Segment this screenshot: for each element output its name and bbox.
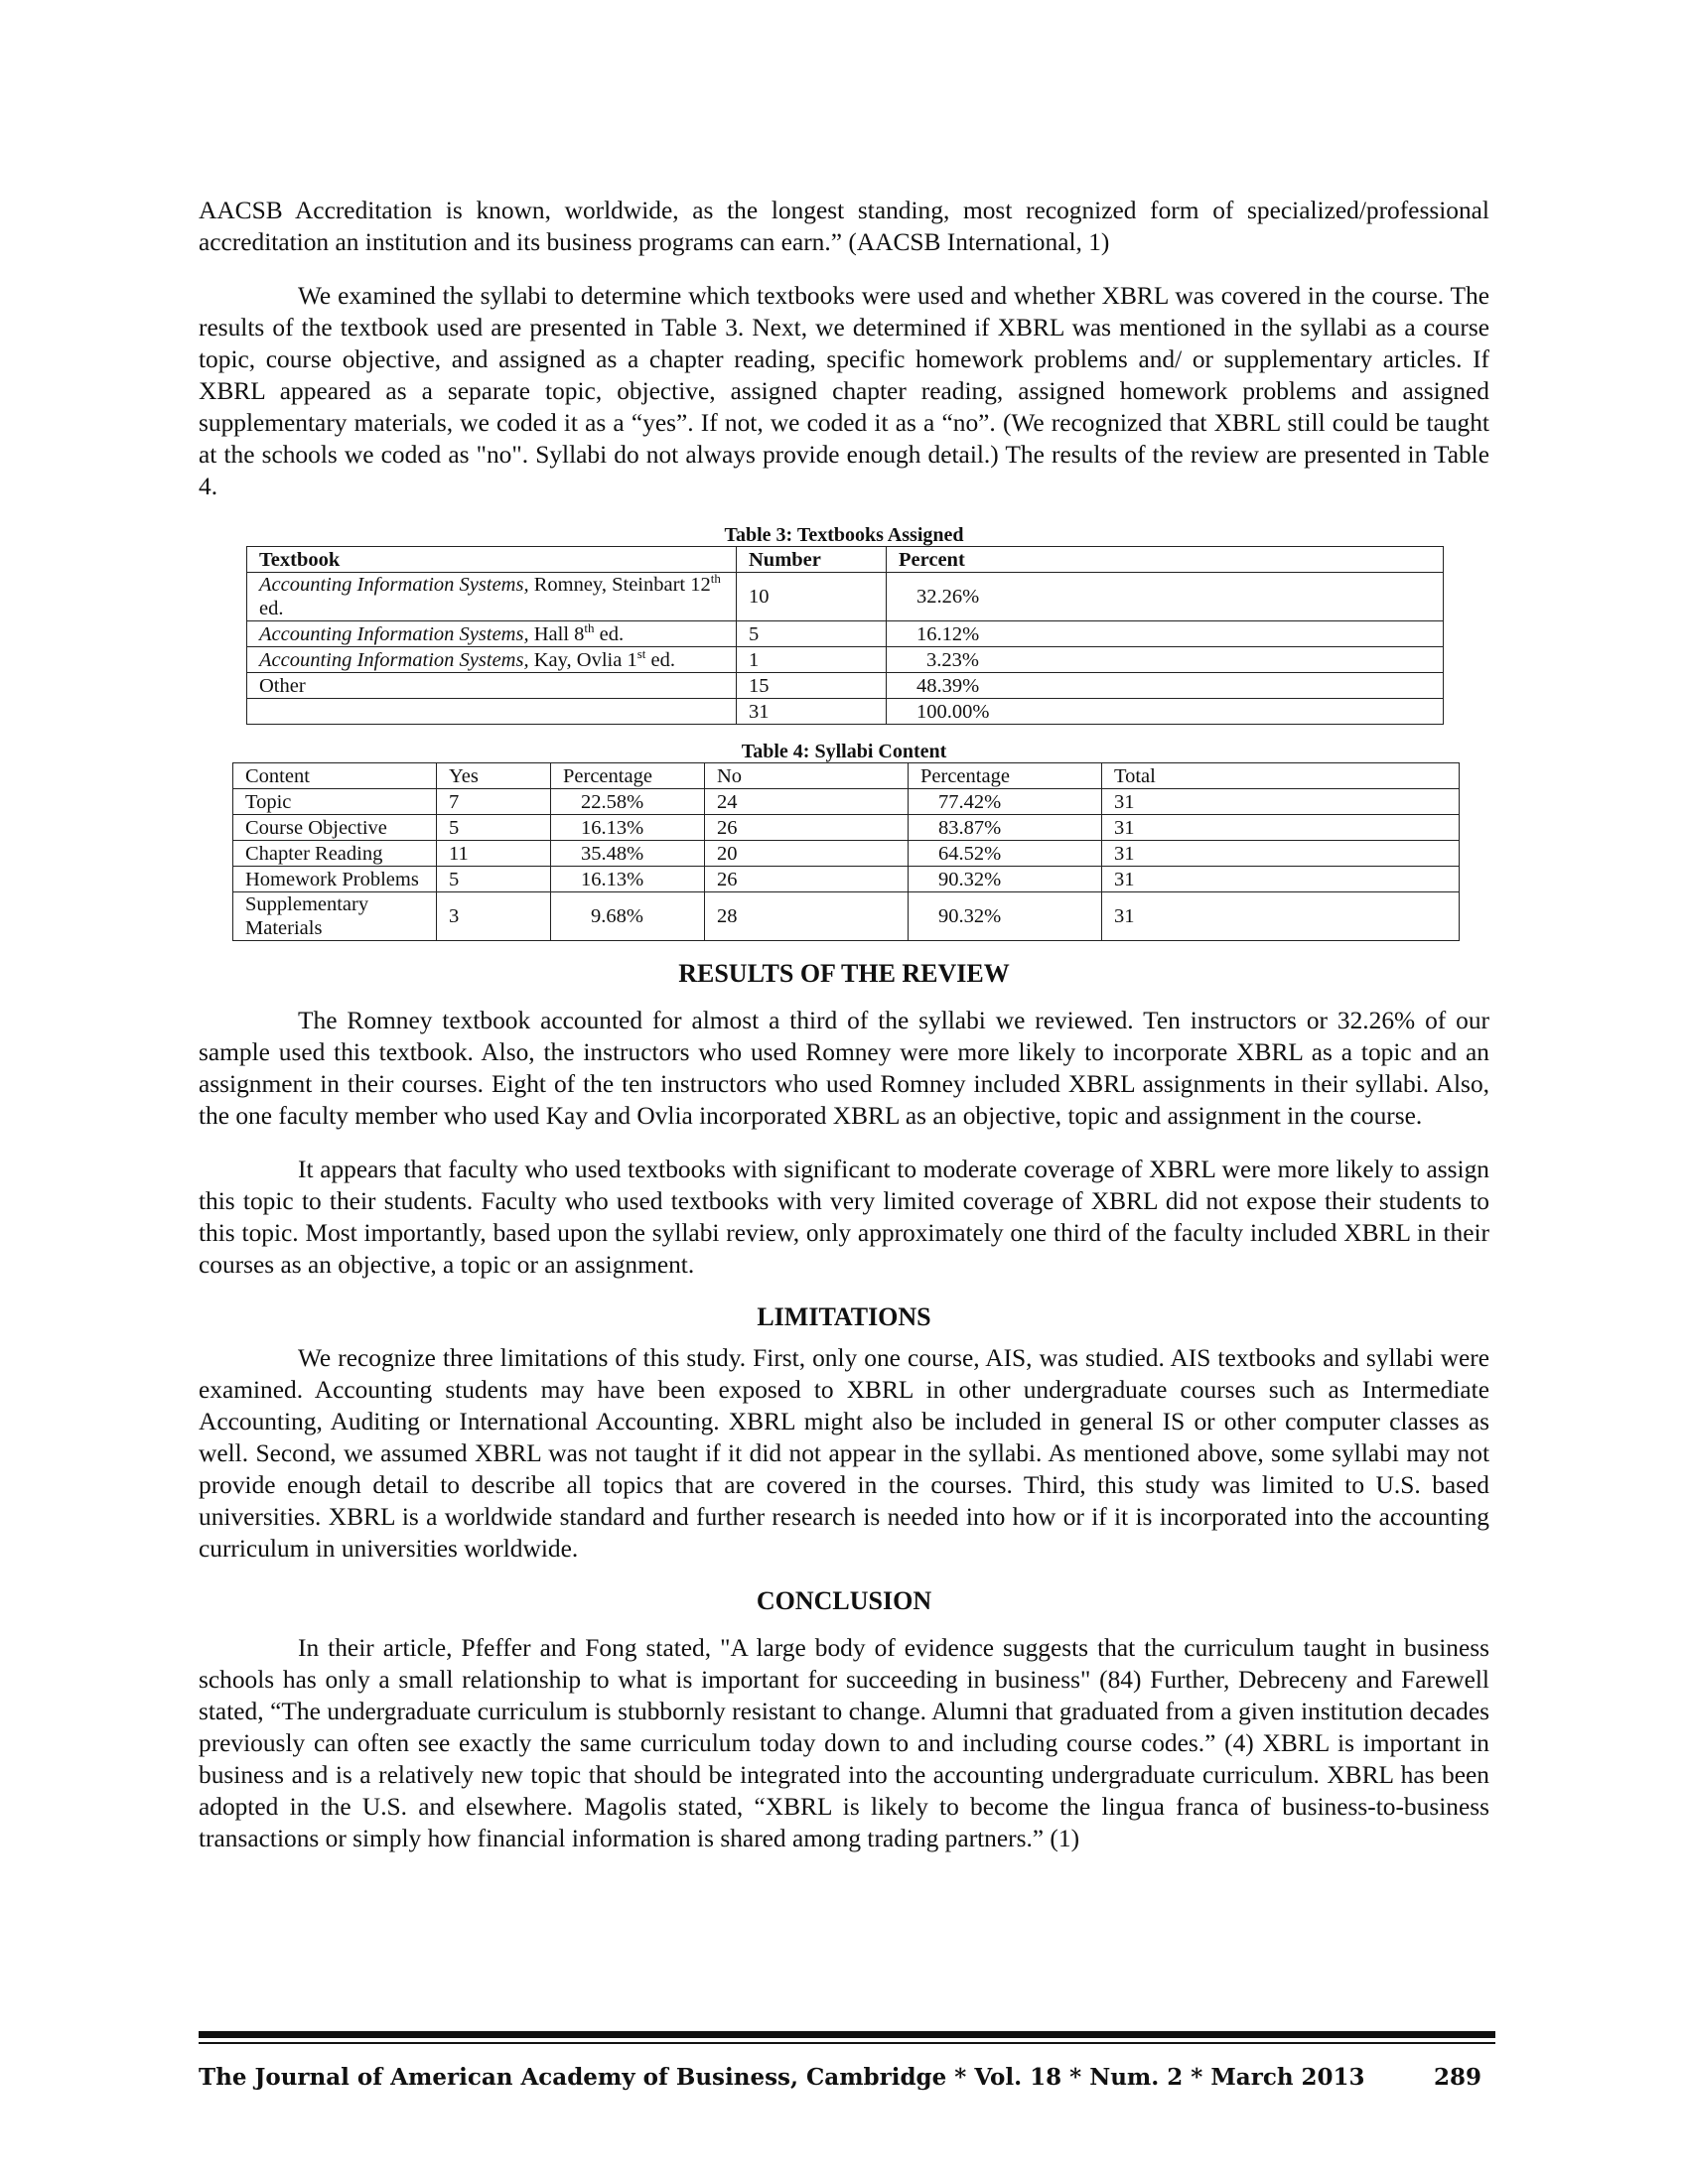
table-row — [233, 789, 1460, 815]
textbook-title: Accounting Information Systems, — [259, 648, 529, 671]
textbook-cell — [247, 647, 737, 673]
yes-percentage-cell: 16.13% — [551, 815, 705, 841]
page-number: 289 — [1433, 2064, 1481, 2091]
table-row — [247, 573, 1444, 621]
number-cell: 1 — [737, 647, 887, 673]
page-body — [199, 195, 1489, 1854]
no-percentage-cell: 90.32% — [909, 892, 1102, 941]
paragraph-results-2: It appears that faculty who used textbooks with significant to moderate coverage of XBRL were more likely to assign this topic to their students. Faculty who used textbooks with very limited coverage of XBRL did not expose their students to this topic. Most importantly, based upon the syllabi review, only approximately one third of the faculty included XBRL in their courses as an objective, a topic or an assignment. — [199, 1156, 1489, 1279]
paragraph-results-1: The Romney textbook accounted for almost a third of the syllabi we reviewed. Ten instructors or 32.26% of our sample used this textbook. Also, the instructors who used Romney were more likely to incorporate XBRL as a topic and an assignment in their courses. Eight of the ten instructors who used Romney included XBRL assignments in their syllabi. Also, the one faculty member who used Kay and Ovlia incorporated XBRL as an objective, topic and assignment in the course. — [199, 1007, 1489, 1130]
edition-label: ed. — [645, 648, 675, 671]
table-row — [233, 892, 1460, 941]
heading-results: RESULTS OF THE REVIEW — [678, 959, 1010, 988]
paragraph-limitations: We recognize three limitations of this study. First, only one course, AIS, was studied. AIS textbooks and syllabi were examined. Accounting students may have been exposed to XBRL in other undergraduate courses such as Intermediate Accounting, Auditing or International Accounting. XBRL might also be included in general IS or other computer classes as well. Second, we assumed XBRL was not taught if it did not appear in the syllabi. As mentioned above, some syllabi may not provide enough detail to describe all topics that are covered in the courses. Third, this study was limited to U.S. based universities. XBRL is a worldwide standard and further research is needed into how or if it is incorporated into the accounting curriculum in universities worldwide. — [199, 1344, 1489, 1563]
table-row — [233, 815, 1460, 841]
textbook-cell: Other — [247, 673, 737, 699]
no-cell: 24 — [705, 789, 909, 815]
yes-cell: 3 — [437, 892, 551, 941]
header-number: Number — [737, 547, 887, 573]
table4-caption: Table 4: Syllabi Content — [741, 741, 947, 762]
page-footer — [199, 2031, 1495, 2094]
content-cell: Chapter Reading — [233, 841, 437, 867]
total-cell: 31 — [1102, 815, 1460, 841]
table-header-row — [233, 763, 1460, 789]
heading-limitations: LIMITATIONS — [757, 1302, 931, 1331]
yes-cell: 5 — [437, 815, 551, 841]
percent-cell: 48.39% — [887, 673, 1444, 699]
total-cell: 31 — [1102, 789, 1460, 815]
percent-cell: 16.12% — [887, 621, 1444, 647]
header-yes: Yes — [437, 763, 551, 789]
textbook-author: Romney, Steinbart 12 — [528, 574, 711, 596]
content-cell: Supplementary Materials — [233, 892, 437, 941]
footer-rule-thin — [199, 2042, 1495, 2044]
table3-textbooks — [246, 546, 1444, 725]
yes-percentage-cell: 35.48% — [551, 841, 705, 867]
footer-rule-thick — [199, 2031, 1495, 2038]
header-no-percentage: Percentage — [909, 763, 1102, 789]
table-row — [247, 673, 1444, 699]
number-cell: 10 — [737, 573, 887, 621]
no-cell: 26 — [705, 815, 909, 841]
header-total: Total — [1102, 763, 1460, 789]
textbook-author: Kay, Ovlia 1 — [528, 648, 637, 671]
textbook-title: Accounting Information Systems, — [259, 574, 529, 596]
no-cell: 26 — [705, 867, 909, 892]
edition-suffix: th — [584, 619, 595, 635]
textbook-cell — [247, 621, 737, 647]
no-percentage-cell: 90.32% — [909, 867, 1102, 892]
yes-percentage-cell: 9.68% — [551, 892, 705, 941]
textbook-title: Accounting Information Systems, — [259, 622, 529, 645]
yes-percentage-cell: 22.58% — [551, 789, 705, 815]
no-percentage-cell: 77.42% — [909, 789, 1102, 815]
textbook-cell — [247, 699, 737, 725]
percent-cell: 100.00% — [887, 699, 1444, 725]
total-cell: 31 — [1102, 867, 1460, 892]
number-cell: 31 — [737, 699, 887, 725]
edition-suffix: st — [636, 645, 646, 661]
table3-caption: Table 3: Textbooks Assigned — [724, 524, 964, 546]
content-cell: Homework Problems — [233, 867, 437, 892]
yes-cell: 7 — [437, 789, 551, 815]
footer-journal-citation: The Journal of American Academy of Business, Cambridge * Vol. 18 * Num. 2 * March 2013 — [199, 2064, 1365, 2091]
yes-cell: 11 — [437, 841, 551, 867]
total-cell: 31 — [1102, 841, 1460, 867]
table-header-row — [247, 547, 1444, 573]
table-row — [233, 841, 1460, 867]
no-cell: 28 — [705, 892, 909, 941]
heading-conclusion: CONCLUSION — [756, 1586, 932, 1615]
no-percentage-cell: 83.87% — [909, 815, 1102, 841]
edition-suffix: th — [710, 571, 721, 587]
yes-percentage-cell: 16.13% — [551, 867, 705, 892]
paragraph-accreditation-quote: AACSB Accreditation is known, worldwide, as the longest standing, most recognized form of specialized/professional accreditation an institution and its business programs can earn.” (AACSB International, 1) — [199, 197, 1489, 256]
table4-syllabi-content — [232, 762, 1460, 941]
header-yes-percentage: Percentage — [551, 763, 705, 789]
textbook-author: Hall 8 — [528, 622, 585, 645]
no-percentage-cell: 64.52% — [909, 841, 1102, 867]
content-cell: Topic — [233, 789, 437, 815]
edition-label: ed. — [259, 598, 284, 619]
number-cell: 15 — [737, 673, 887, 699]
table-row — [233, 867, 1460, 892]
textbook-cell — [247, 573, 737, 621]
table-row — [247, 647, 1444, 673]
yes-cell: 5 — [437, 867, 551, 892]
header-percent: Percent — [887, 547, 1444, 573]
content-cell: Course Objective — [233, 815, 437, 841]
percent-cell: 32.26% — [887, 573, 1444, 621]
paragraph-conclusion: In their article, Pfeffer and Fong stated, "A large body of evidence suggests that the curriculum taught in business schools has only a small relationship to what is important for succeeding in business" (84) Further, Debreceny and Farewell stated, “The undergraduate curriculum is stubbornly resistant to change. Alumni that graduated from a given institution decades previously can often see exactly the same curriculum today down to and including course codes.” (4) XBRL is important in business and is a relatively new topic that should be integrated into the accounting undergraduate curriculum. XBRL has been adopted in the U.S. and elsewhere. Magolis stated, “XBRL is likely to become the lingua franca of business-to-business transactions or simply how financial information is shared among trading partners.” (1) — [199, 1634, 1489, 1852]
no-cell: 20 — [705, 841, 909, 867]
edition-label: ed. — [594, 622, 625, 645]
paragraph-method: We examined the syllabi to determine which textbooks were used and whether XBRL was covered in the course. The results of the textbook used are presented in Table 3. Next, we determined if XBRL was mentioned in the syllabi as a course topic, course objective, and assigned as a chapter reading, specific homework problems and/ or supplementary articles. If XBRL appeared as a separate topic, objective, assigned chapter reading, assigned homework problems and assigned supplementary materials, we coded it as a “yes”. If not, we coded it as a “no”. (We recognized that XBRL still could be taught at the schools we coded as "no". Syllabi do not always provide enough detail.) The results of the review are presented in Table 4. — [199, 282, 1489, 500]
header-textbook: Textbook — [247, 547, 737, 573]
table-row — [247, 621, 1444, 647]
percent-cell: 3.23% — [887, 647, 1444, 673]
total-cell: 31 — [1102, 892, 1460, 941]
header-content: Content — [233, 763, 437, 789]
header-no: No — [705, 763, 909, 789]
number-cell: 5 — [737, 621, 887, 647]
table-row — [247, 699, 1444, 725]
